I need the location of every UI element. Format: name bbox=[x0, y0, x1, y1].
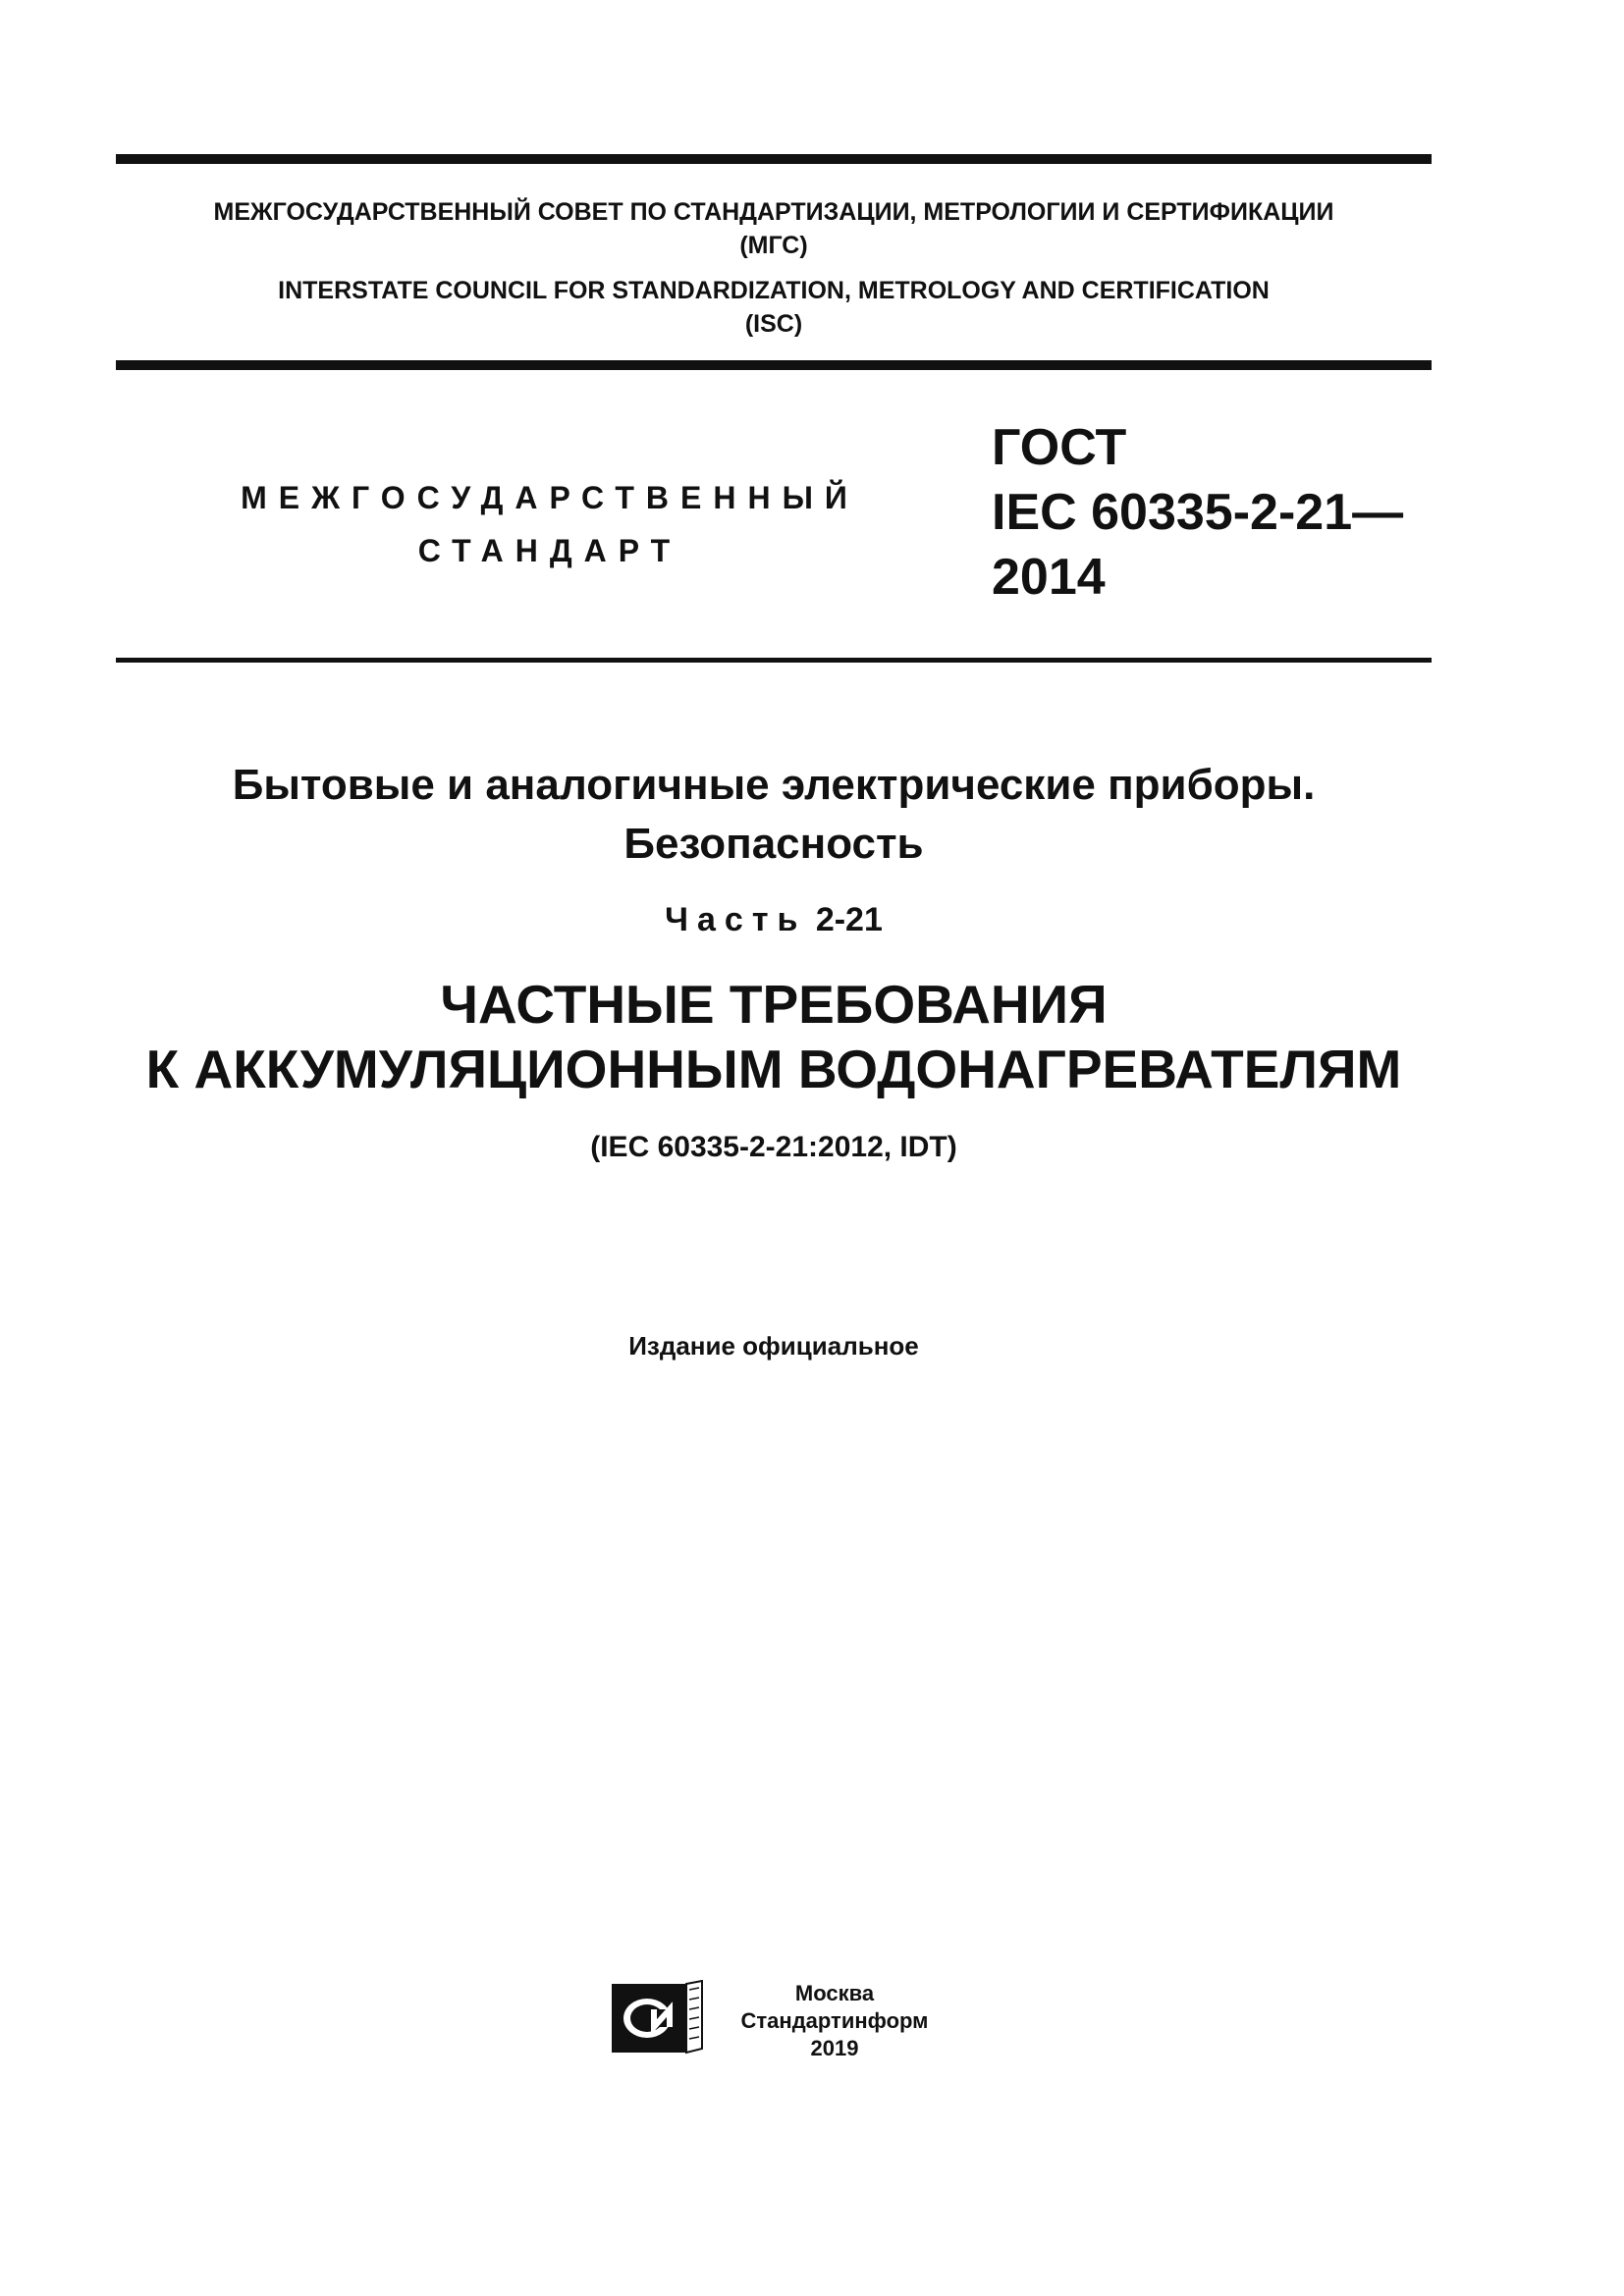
main-title-line1: Бытовые и аналогичные электрические приборы. bbox=[232, 761, 1316, 809]
council-en-line2: (ISC) bbox=[744, 310, 803, 338]
main-title-line2: Безопасность bbox=[623, 820, 924, 868]
main-title bbox=[116, 756, 1432, 874]
council-block bbox=[116, 195, 1432, 341]
publisher-city: Москва bbox=[794, 1981, 875, 2005]
gost-line2: IEC 60335-2-21— bbox=[992, 484, 1404, 541]
standard-type-line2: СТАНДАРТ bbox=[417, 533, 682, 568]
gost-line1: ГОСТ bbox=[992, 419, 1127, 476]
part-label bbox=[116, 901, 1432, 939]
council-en-line1: INTERSTATE COUNCIL FOR STANDARDIZATION, METROLOGY AND CERTIFICATION bbox=[278, 277, 1270, 304]
publisher-logo bbox=[611, 1980, 703, 2055]
council-ru-line1: МЕЖГОСУДАРСТВЕННЫЙ СОВЕТ ПО СТАНДАРТИЗАЦИИ, МЕТРОЛОГИИ И СЕРТИФИКАЦИИ bbox=[213, 198, 1334, 226]
council-rule bbox=[116, 360, 1432, 370]
part-word: Часть bbox=[665, 901, 807, 938]
publisher-year: 2019 bbox=[810, 2036, 859, 2060]
council-ru-line2: (МГС) bbox=[739, 232, 808, 259]
header-rule bbox=[116, 658, 1432, 663]
iec-reference: (IEC 60335-2-21:2012, IDT) bbox=[590, 1131, 957, 1163]
standartinform-logo-icon bbox=[611, 1980, 703, 2055]
top-rule bbox=[116, 154, 1432, 164]
subtitle-line2: К АККУМУЛЯЦИОННЫМ ВОДОНАГРЕВАТЕЛЯМ bbox=[145, 1039, 1402, 1099]
standard-type bbox=[236, 471, 864, 577]
subtitle-line1: ЧАСТНЫЕ ТРЕБОВАНИЯ bbox=[440, 974, 1108, 1035]
standard-type-line1: МЕЖГОСУДАРСТВЕННЫЙ bbox=[241, 480, 859, 515]
gost-line3: 2014 bbox=[992, 549, 1106, 606]
gost-designation bbox=[992, 415, 1403, 610]
subtitle bbox=[116, 972, 1432, 1101]
part-number: 2-21 bbox=[815, 901, 883, 938]
edition-note: Издание официальное bbox=[628, 1331, 919, 1361]
publisher-info bbox=[717, 1980, 952, 2062]
publisher-name: Стандартинформ bbox=[740, 2008, 929, 2033]
